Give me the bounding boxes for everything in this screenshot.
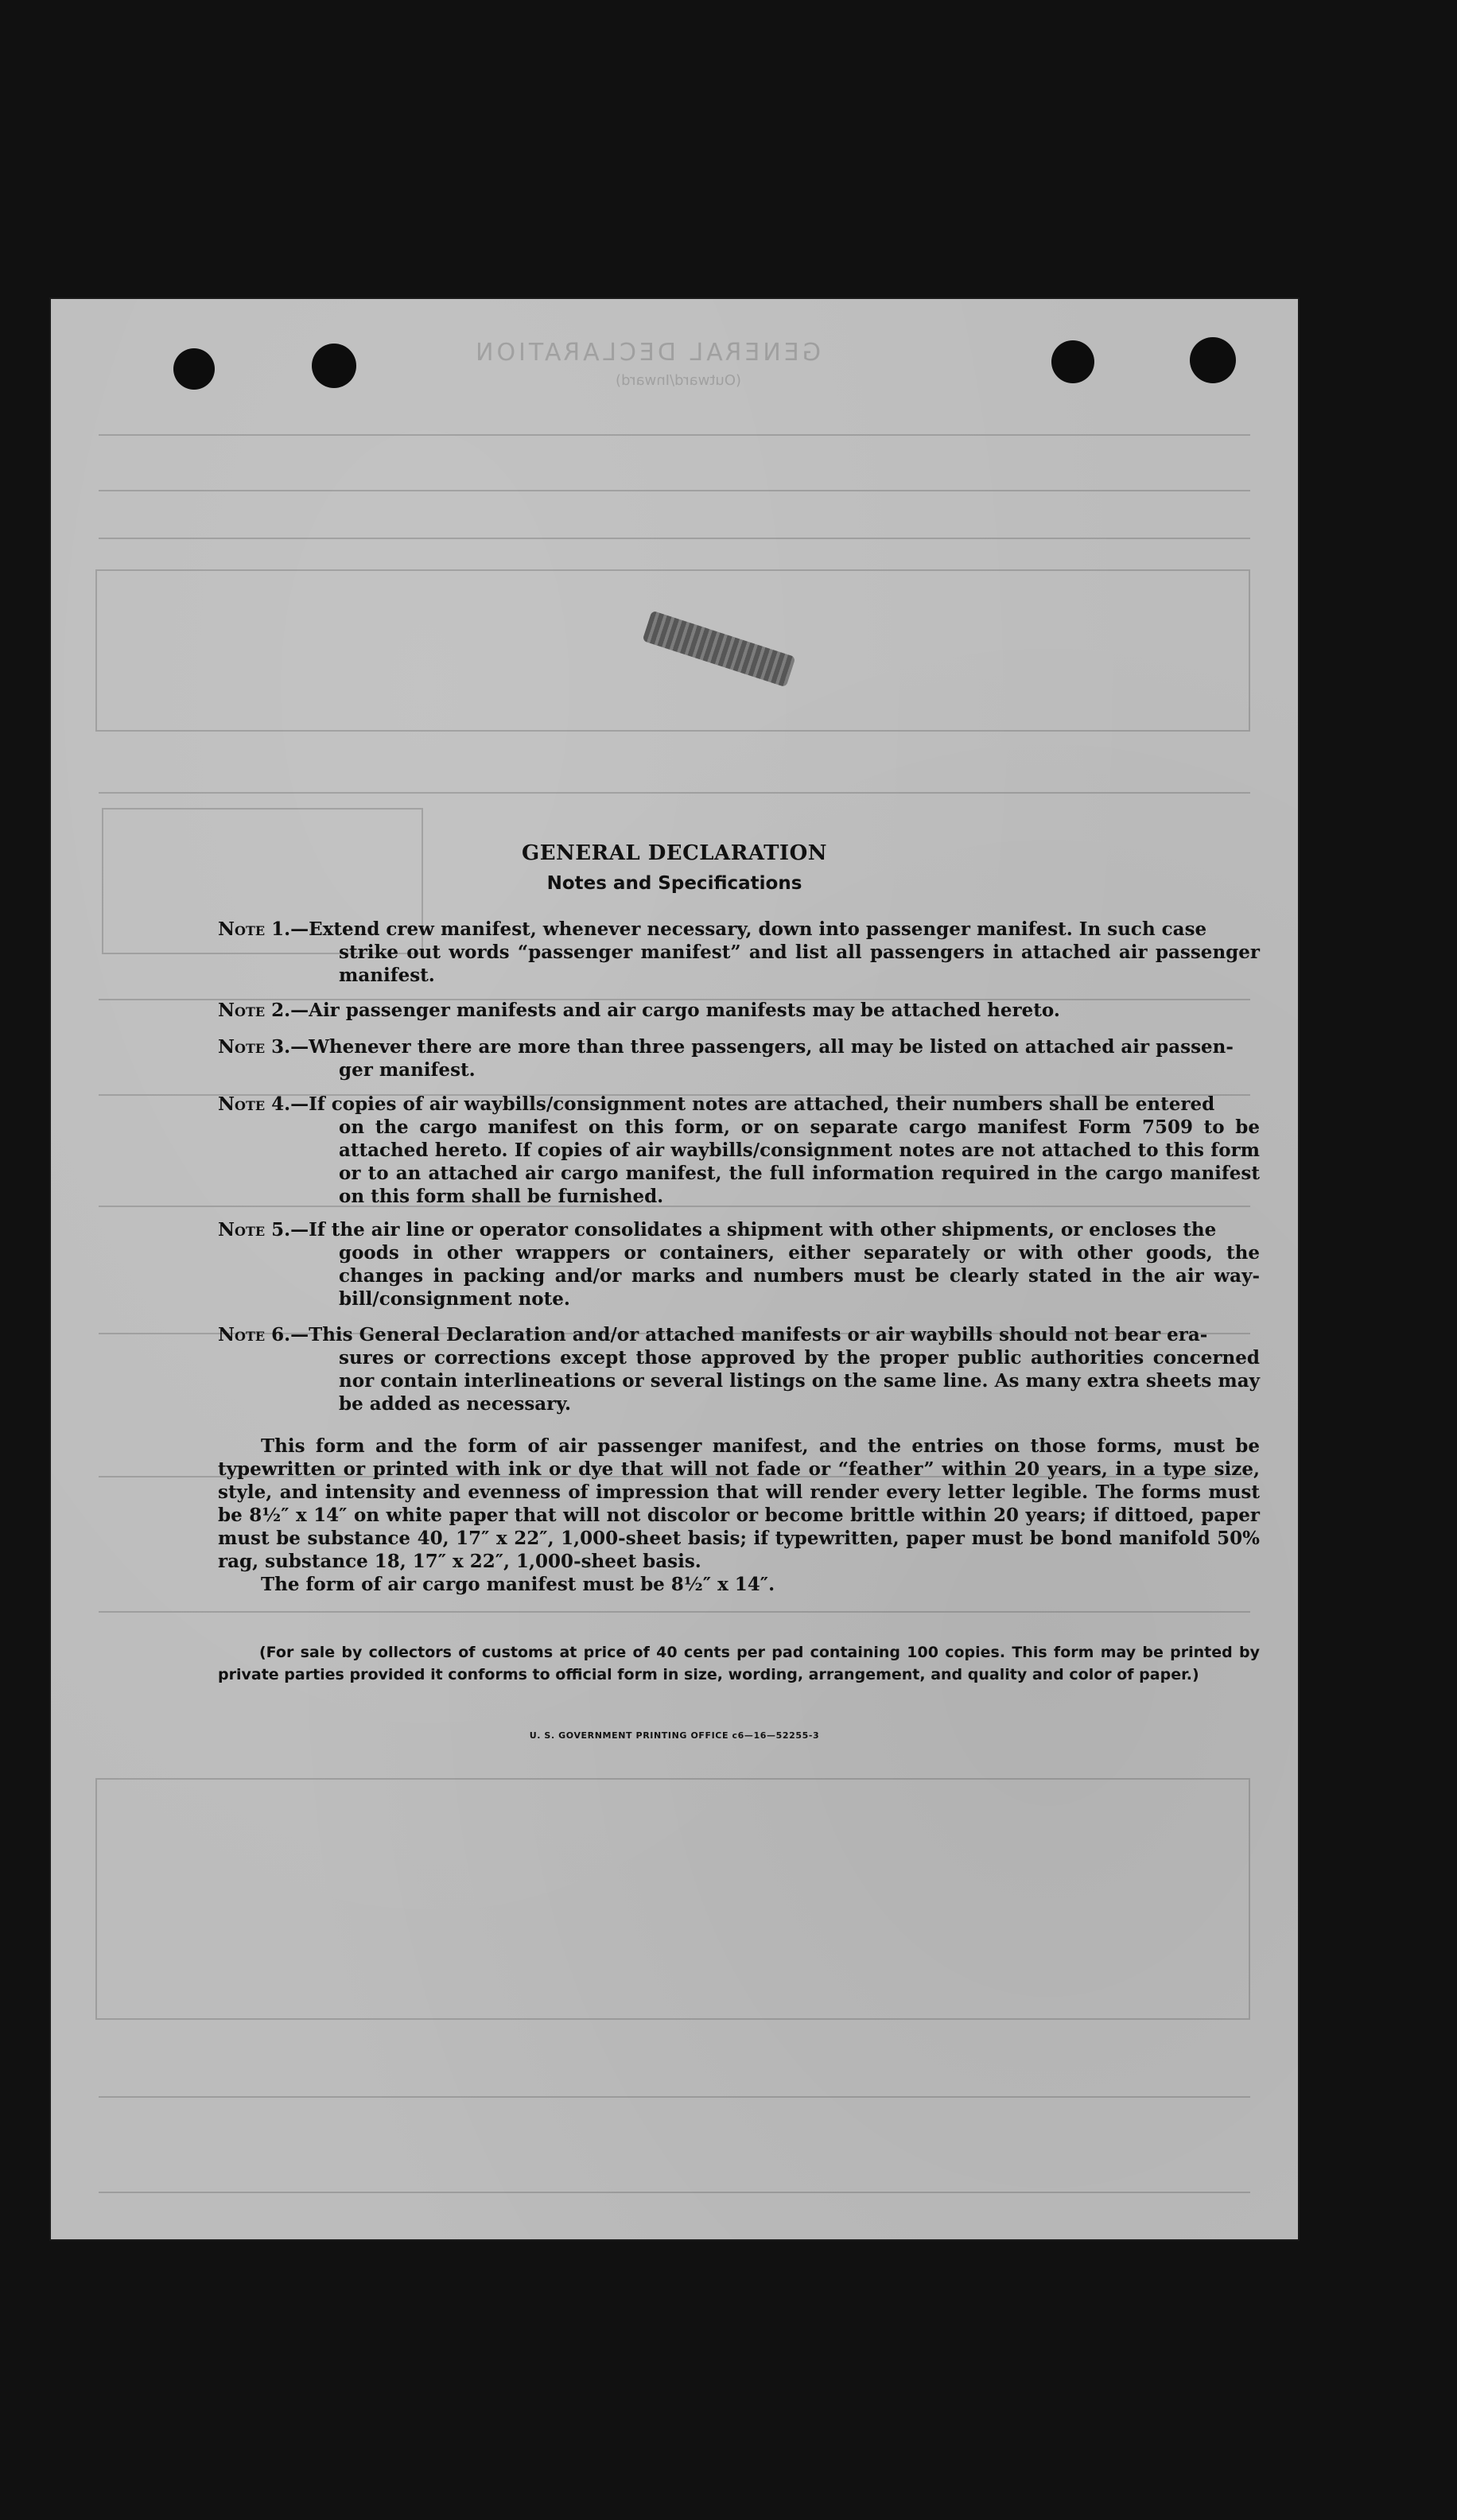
- note-6: [218, 1323, 1260, 1415]
- paragraph-text: This form and the form of air passenger manifest, and the entries on those forms, must be typewritten or printed with ink or dye that will not fade or “feather” within 20 years, in a type size, style, and intensity and evenness of impression that will render every letter legible. The forms must be 8½″ x 14″ on white paper that will not discolor or become brittle within 20 years; if dittoed, paper must be substance 40, 17″ x 22″, 1,000-sheet basis; if typewritten, paper must be bond manifold 50% rag, substance 18, 17″ x 22″, 1,000-sheet basis.: [218, 1435, 1260, 1572]
- bleed-through-title: GENERAL DECLARATION: [472, 339, 821, 367]
- printer-line: U. S. GOVERNMENT PRINTING OFFICE c6—16—52255-3: [529, 1730, 820, 1741]
- paper-specification-paragraph: [218, 1435, 1260, 1596]
- note-4-label: Note 4.: [218, 1093, 291, 1115]
- note-4: [218, 1093, 1260, 1208]
- sale-notice-text: (For sale by collectors of customs at price of 40 cents per pad containing 100 copies. This form may be printed by private parties provided it conforms to official form in size, wording, arrangement, and quality and color of paper.): [218, 1644, 1260, 1683]
- note-1-label: Note 1.: [218, 918, 291, 940]
- punch-hole: [173, 348, 215, 390]
- note-5-text-rest: goods in other wrappers or containers, either separately or with other goods, the changes in packing and/or marks and numbers must be clearly stated in the air way-bill/consignment note.: [339, 1242, 1260, 1310]
- document-page: [51, 299, 1298, 2239]
- paragraph-last-line: The form of air cargo manifest must be 8½″ x 14″.: [261, 1574, 775, 1595]
- sale-notice: [218, 1641, 1260, 1686]
- note-6-label: Note 6.: [218, 1324, 291, 1345]
- note-4-text-first: —If copies of air waybills/consignment notes are attached, their numbers shall be entered: [290, 1093, 1215, 1115]
- note-2: [218, 999, 1260, 1022]
- note-6-text-rest: sures or corrections except those approved by the proper public authorities concerned nor contain interlineations or several listings on the same line. As many extra sheets may be added as necessary.: [339, 1347, 1260, 1415]
- note-3: [218, 1035, 1260, 1081]
- punch-hole: [312, 344, 356, 388]
- note-6-text-first: —This General Declaration and/or attached manifests or air waybills should not bear era-: [290, 1324, 1208, 1345]
- note-5-text-first: —If the air line or operator consolidates a shipment with other shipments, or encloses the: [290, 1219, 1217, 1241]
- note-1-text-first: —Extend crew manifest, whenever necessary, down into passenger manifest. In such case: [290, 918, 1207, 940]
- page-subtitle: Notes and Specifications: [546, 873, 802, 894]
- note-5: [218, 1218, 1260, 1310]
- note-2-text-first: —Air passenger manifests and air cargo manifests may be attached hereto.: [290, 1000, 1060, 1021]
- note-3-text-rest: ger manifest.: [339, 1059, 476, 1081]
- note-1: [218, 918, 1260, 987]
- note-2-label: Note 2.: [218, 1000, 291, 1021]
- note-3-label: Note 3.: [218, 1036, 291, 1058]
- note-4-text-rest: on the cargo manifest on this form, or on separate cargo manifest Form 7509 to be attached hereto. If copies of air waybills/consignment notes are not attached to this form or to an attached air cargo manifest, the full information required in the cargo manifest on this form shall be furnished.: [339, 1116, 1260, 1207]
- page-title: GENERAL DECLARATION: [521, 841, 827, 865]
- punch-hole: [1051, 340, 1094, 383]
- bleed-through-subtitle: (Outward/Inward): [616, 372, 741, 389]
- punch-hole: [1190, 337, 1236, 383]
- note-1-text-rest: strike out words “passenger manifest” and list all passengers in attached air passenger manifest.: [339, 942, 1260, 986]
- note-5-label: Note 5.: [218, 1219, 291, 1241]
- note-3-text-first: —Whenever there are more than three passengers, all may be listed on attached air passen-: [290, 1036, 1234, 1058]
